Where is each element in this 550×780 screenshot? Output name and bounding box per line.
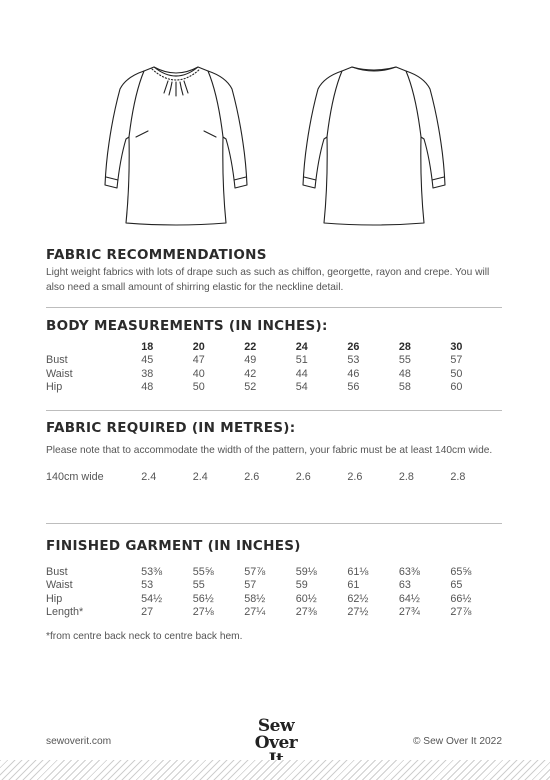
cell-value: 53	[347, 354, 360, 367]
fabric-required-table	[46, 470, 502, 484]
size-header: 30	[450, 340, 463, 353]
cell-value: 2.4	[192, 470, 208, 483]
cell-value: 27½	[347, 606, 369, 619]
cell-value: 27⅞	[450, 606, 472, 619]
cell-value: 60½	[295, 592, 317, 605]
cell-value: 57	[244, 579, 257, 592]
cell-value: 56	[347, 381, 360, 394]
cell-value: 52	[244, 381, 257, 394]
cell-value: 55⅝	[192, 565, 214, 578]
finished-garment-footnote: *from centre back neck to centre back hem.	[46, 631, 243, 642]
cell-value: 65	[450, 579, 463, 592]
cell-value: 58½	[244, 592, 266, 605]
cell-value: 61⅛	[347, 565, 369, 578]
blouse-front-drawing	[96, 55, 256, 227]
cell-value: 27	[141, 606, 154, 619]
body-measurements-table	[46, 340, 502, 394]
cell-value: 63	[398, 579, 411, 592]
cell-value: 2.8	[398, 470, 414, 483]
size-header-row	[46, 340, 502, 354]
cell-value: 45	[141, 354, 154, 367]
table-row	[46, 367, 502, 381]
cell-value: 2.6	[244, 470, 260, 483]
cell-value: 2.6	[347, 470, 363, 483]
cell-value: 55	[192, 579, 205, 592]
cell-value: 55	[398, 354, 411, 367]
cell-value: 48	[398, 367, 411, 380]
table-row	[46, 606, 502, 620]
row-label: Length*	[46, 606, 84, 619]
cell-value: 2.4	[141, 470, 157, 483]
cell-value: 59	[295, 579, 308, 592]
divider	[46, 307, 502, 308]
row-label: Bust	[46, 354, 68, 367]
cell-value: 40	[192, 367, 205, 380]
fabric-required-note: Please note that to accommodate the width of the pattern, your fabric must be at least 140cm wide.	[46, 445, 493, 456]
cell-value: 50	[450, 367, 463, 380]
row-label: Bust	[46, 565, 68, 578]
website-link[interactable]: sewoverit.com	[46, 736, 112, 747]
size-header: 24	[295, 340, 308, 353]
row-label: Hip	[46, 592, 63, 605]
table-row	[46, 565, 502, 579]
cell-value: 51	[295, 354, 308, 367]
cell-value: 59⅛	[295, 565, 317, 578]
divider	[46, 410, 502, 411]
cell-value: 60	[450, 381, 463, 394]
body-measurements-section	[46, 318, 502, 394]
cell-value: 42	[244, 367, 257, 380]
fabric-required-section	[46, 420, 502, 484]
cell-value: 38	[141, 367, 154, 380]
fabric-recommendations-section	[46, 247, 502, 295]
divider	[46, 523, 502, 524]
blouse-back-drawing	[294, 55, 454, 227]
fabric-recommendations-title: FABRIC RECOMMENDATIONS	[46, 247, 267, 263]
logo-line-2: Over	[254, 733, 298, 753]
cell-value: 61	[347, 579, 360, 592]
technical-drawings	[0, 55, 550, 235]
fabric-required-title: FABRIC REQUIRED (IN METRES):	[46, 420, 296, 436]
cell-value: 53⅜	[141, 565, 163, 578]
cell-value: 27¼	[244, 606, 266, 619]
cell-value: 2.8	[450, 470, 466, 483]
copyright-text: © Sew Over It 2022	[412, 736, 502, 747]
cell-value: 50	[192, 381, 205, 394]
cell-value: 54	[295, 381, 308, 394]
size-header: 20	[192, 340, 205, 353]
logo-line-1: Sew	[257, 716, 295, 736]
cell-value: 64½	[398, 592, 420, 605]
table-row	[46, 381, 502, 395]
cell-value: 54½	[141, 592, 163, 605]
cell-value: 44	[295, 367, 308, 380]
fabric-recommendations-text: Light weight fabrics with lots of drape such as such as chiffon, georgette, rayon and crepe. You will also need a small amount of shirring elastic for the neckline detail.	[46, 267, 490, 293]
size-header: 28	[398, 340, 411, 353]
table-row	[46, 592, 502, 606]
row-label: Waist	[46, 367, 73, 380]
cell-value: 48	[141, 381, 154, 394]
cell-value: 27⅜	[295, 606, 317, 619]
decorative-stripe-border	[0, 760, 550, 780]
finished-garment-title: FINISHED GARMENT (IN INCHES)	[46, 538, 301, 554]
finished-garment-table	[46, 565, 502, 619]
cell-value: 58	[398, 381, 411, 394]
finished-garment-section	[46, 538, 502, 644]
cell-value: 63⅜	[398, 565, 420, 578]
cell-value: 65⅝	[450, 565, 472, 578]
table-row	[46, 354, 502, 368]
row-label: Hip	[46, 381, 63, 394]
size-header: 26	[347, 340, 360, 353]
row-label: Waist	[46, 579, 73, 592]
cell-value: 53	[141, 579, 154, 592]
cell-value: 56½	[192, 592, 214, 605]
cell-value: 2.6	[295, 470, 311, 483]
cell-value: 47	[192, 354, 205, 367]
cell-value: 62½	[347, 592, 369, 605]
cell-value: 57⅞	[244, 565, 266, 578]
cell-value: 49	[244, 354, 257, 367]
cell-value: 66½	[450, 592, 472, 605]
body-measurements-title: BODY MEASUREMENTS (IN INCHES):	[46, 318, 328, 334]
table-row	[46, 470, 502, 484]
cell-value: 27¾	[398, 606, 420, 619]
table-row	[46, 579, 502, 593]
cell-value: 27⅛	[192, 606, 214, 619]
size-header: 22	[244, 340, 257, 353]
size-header-blank	[46, 340, 141, 354]
cell-value: 57	[450, 354, 463, 367]
row-label: 140cm wide	[46, 470, 104, 483]
cell-value: 46	[347, 367, 360, 380]
size-header: 18	[141, 340, 154, 353]
